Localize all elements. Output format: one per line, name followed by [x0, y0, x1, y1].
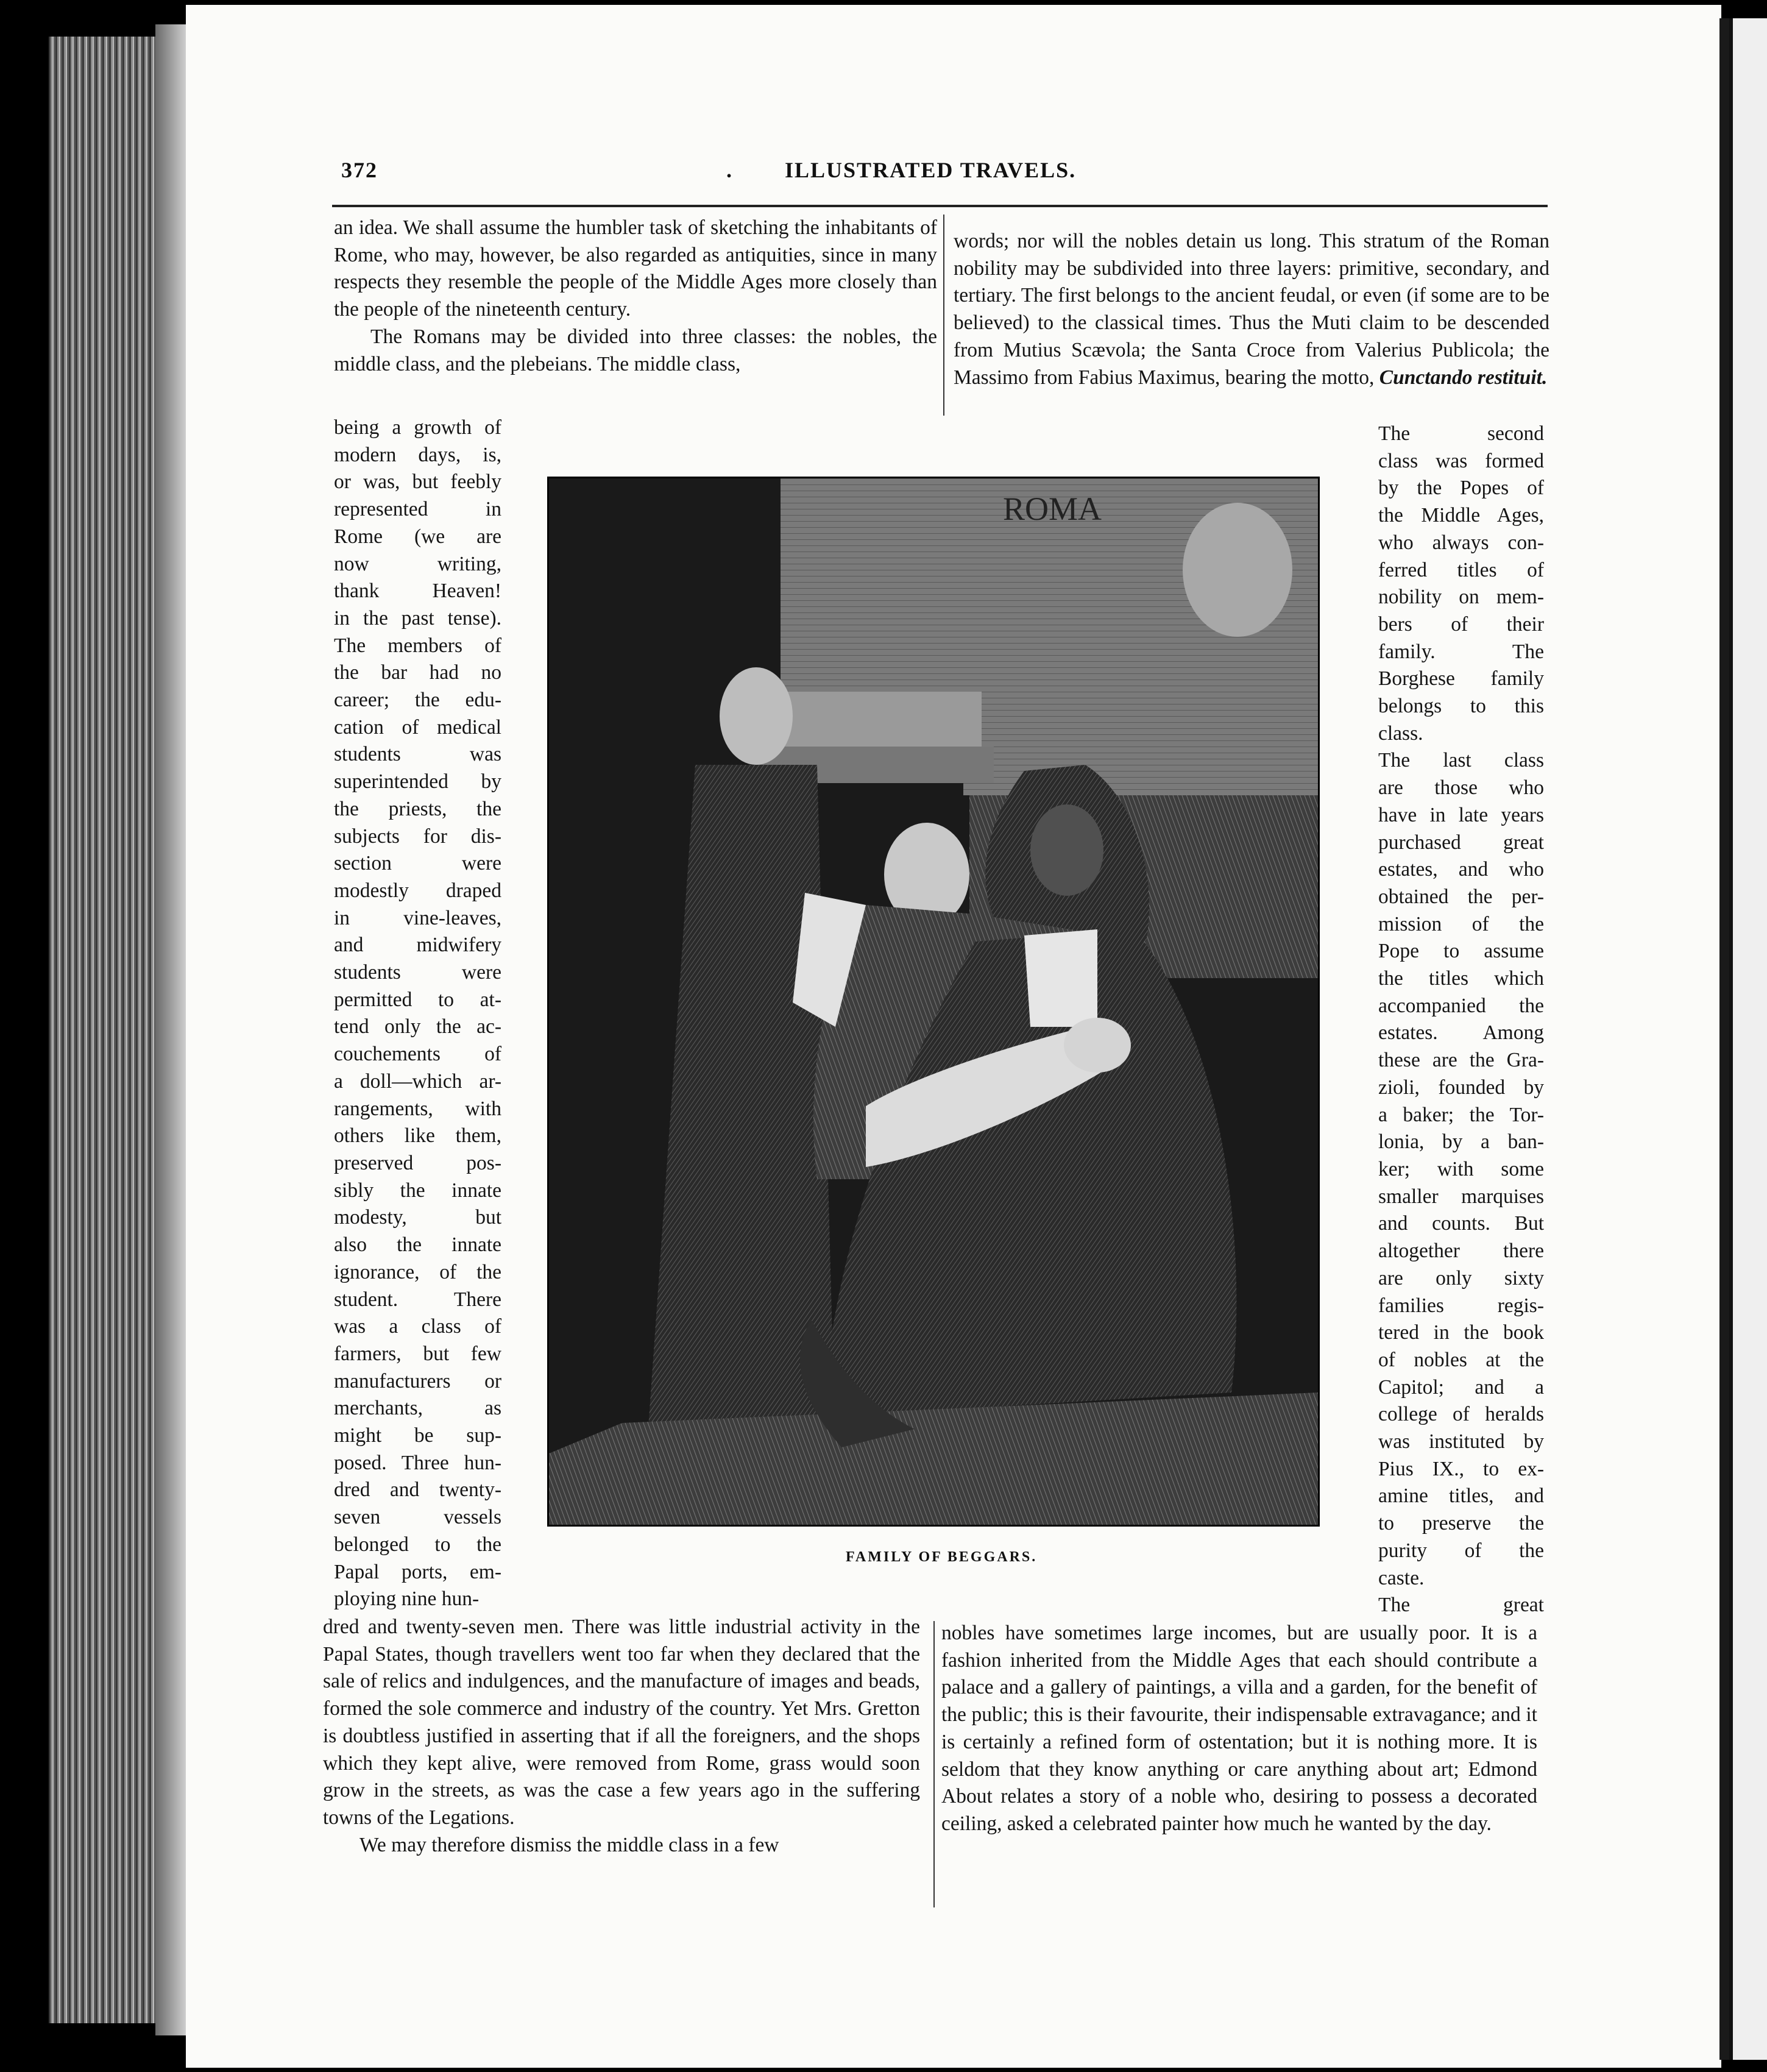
text-line: mission of the [1378, 912, 1544, 935]
right-wrap-text [1378, 420, 1544, 1619]
text-line: caste. [1378, 1566, 1425, 1589]
paragraph-text: words; nor will the nobles detain us long. This stratum of the Roman nobility may be subdivided into three layers: primitive, secondary, and tertiary. The first belongs to the ancient feudal, or even (if some are to be believed) to the classical times. Thus the Muti claim to be descended from Mutius Scævola; the Santa Croce from Valerius Publicola; the Massimo from Fabius Maximus, bearing the motto, [954, 230, 1549, 389]
paragraph [954, 228, 1549, 391]
text-line: others like them, [334, 1124, 501, 1148]
running-header-title: ILLUSTRATED TRAVELS. [785, 158, 1077, 182]
text-line: modestly draped [334, 879, 501, 902]
text-line: dred and twenty- [334, 1478, 501, 1502]
text-line: Rome (we are [334, 525, 501, 548]
text-line: nobility on mem- [1378, 586, 1544, 609]
text-line: The last class [1378, 749, 1544, 772]
text-line: posed. Three hun- [334, 1451, 501, 1474]
text-line: ker; with some [1378, 1157, 1544, 1180]
text-line: tend only the ac- [334, 1015, 501, 1038]
text-line: purchased great [1378, 831, 1544, 854]
text-line: in the past tense). [334, 606, 501, 630]
header-dot: . [726, 158, 733, 182]
text-line: college of heralds [1378, 1403, 1544, 1426]
engraving-picture [549, 478, 1318, 1525]
text-line: subjects for dis- [334, 825, 501, 848]
text-line: rangements, with [334, 1097, 501, 1120]
text-line: the Middle Ages, [1378, 504, 1544, 527]
text-line: class. [1378, 722, 1423, 745]
text-line: The members of [334, 634, 501, 657]
text-line: ferred titles of [1378, 558, 1544, 581]
text-line: sibly the innate [334, 1179, 501, 1202]
text-line: are those who [1378, 776, 1544, 800]
text-line: represented in [334, 498, 501, 521]
text-line: have in late years [1378, 803, 1544, 826]
text-line: Papal ports, em- [334, 1560, 501, 1583]
column-divider [943, 215, 944, 416]
right-column-top-text [954, 228, 1549, 391]
text-line: and midwifery [334, 934, 501, 957]
text-line: belonged to the [334, 1533, 501, 1556]
text-line: or was, but feebly [334, 470, 501, 494]
text-line: ignorance, of the [334, 1260, 501, 1283]
text-line: and counts. But [1378, 1212, 1544, 1235]
text-line: of nobles at the [1378, 1348, 1544, 1371]
paragraph: The Romans may be divided into three classes: the nobles, the middle class, and the plebeians. The middle class, [334, 325, 937, 375]
text-line: a doll—which ar- [334, 1070, 501, 1093]
text-line: class was formed [1378, 449, 1544, 472]
text-line: obtained the per- [1378, 885, 1544, 908]
text-line: students were [334, 961, 501, 984]
text-line: being a growth of [334, 416, 501, 439]
text-line: section were [334, 852, 501, 875]
text-line: manufacturers or [334, 1369, 501, 1393]
paragraph: We may therefore dismiss the middle class in a few [359, 1833, 779, 1856]
text-line: also the innate [334, 1233, 501, 1257]
engraving-family-of-beggars [547, 477, 1320, 1527]
text-line: a baker; the Tor- [1378, 1103, 1544, 1126]
wall-inscription: ROMA [1003, 491, 1102, 527]
text-line: by the Popes of [1378, 477, 1544, 500]
text-line: superintended by [334, 770, 501, 793]
left-column-top-text [334, 215, 937, 378]
text-line: the priests, the [334, 797, 501, 820]
text-line: altogether there [1378, 1240, 1544, 1263]
facing-page-edge [1729, 18, 1767, 2060]
text-line: student. There [334, 1288, 501, 1311]
text-line: The second [1378, 422, 1544, 445]
text-line: the titles which [1378, 967, 1544, 990]
text-line: these are the Gra- [1378, 1049, 1544, 1072]
text-line: students was [334, 743, 501, 766]
motto: Cunctando restituit. [1379, 366, 1548, 389]
text-line: modesty, but [334, 1206, 501, 1229]
text-line: now writing, [334, 552, 501, 575]
left-column-bottom-text [323, 1614, 920, 1859]
text-line: thank Heaven! [334, 580, 501, 603]
text-line: estates. Among [1378, 1021, 1544, 1045]
text-line: smaller marquises [1378, 1185, 1544, 1208]
text-line: amine titles, and [1378, 1485, 1544, 1508]
text-line: purity of the [1378, 1539, 1544, 1562]
text-line: who always con- [1378, 531, 1544, 554]
left-wrap-text [334, 414, 501, 1613]
paragraph: an idea. We shall assume the humbler task of sketching the inhabitants of Rome, who may, however, be also regarded as antiquities, since in many respects they resemble the people of the Middle Ages more closely than the people of the nineteenth century. [334, 216, 937, 321]
text-line: modern days, is, [334, 443, 501, 466]
text-line: to preserve the [1378, 1512, 1544, 1535]
text-line: belongs to this [1378, 695, 1544, 718]
page-number: 372 [341, 158, 378, 182]
text-line: the bar had no [334, 661, 501, 684]
header-rule [332, 205, 1548, 207]
wrap-lines [1378, 420, 1544, 1619]
text-line: couchements of [334, 1043, 501, 1066]
text-line: merchants, as [334, 1397, 501, 1420]
text-line: tered in the book [1378, 1321, 1544, 1344]
paragraph: dred and twenty-seven men. There was little industrial activity in the Papal States, though travellers went too far when they declared that the sale of relics and indulgences, and the manufacture of images and beads, formed the sole commerce and industry of the country. Yet Mrs. Gretton is doubtless justified in asserting that if all the foreigners, and the shops which they kept alive, were removed from Rome, grass would soon grow in the streets, as was the case a few years ago in the suffering towns of the Legations. [323, 1616, 920, 1829]
paragraph: nobles have sometimes large incomes, but are usually poor. It is a fashion inherited from the Middle Ages that each should contribute a palace and a gallery of paintings, a villa and a garden, for the benefit of the public; this is their favourite, their indispensable extravagance; and it is certainly a refined form of ostentation; but it is nothing more. It is seldom that they know anything or care anything about art; Edmond About relates a story of a noble who, desiring to possess a decorated ceiling, asked a celebrated painter how much he wanted by the day. [941, 1622, 1537, 1835]
column-divider [933, 1621, 935, 1907]
text-line: Pope to assume [1378, 940, 1544, 963]
book-gutter-shadow [155, 24, 189, 2035]
text-line: zioli, founded by [1378, 1076, 1544, 1099]
text-line: in vine-leaves, [334, 906, 501, 929]
text-line: accompanied the [1378, 994, 1544, 1017]
text-line: cation of medical [334, 715, 501, 739]
text-line: farmers, but few [334, 1342, 501, 1365]
right-column-bottom-text [941, 1620, 1537, 1838]
text-line: ploying nine hun- [334, 1588, 480, 1611]
wrap-lines [334, 414, 501, 1613]
text-line: family. The [1378, 640, 1544, 663]
text-line: estates, and who [1378, 858, 1544, 881]
text-line: was a class of [334, 1315, 501, 1338]
text-line: seven vessels [334, 1506, 501, 1529]
text-line: permitted to at- [334, 988, 501, 1011]
text-line: The great [1378, 1594, 1544, 1617]
text-line: Borghese family [1378, 667, 1544, 690]
text-line: families regis- [1378, 1294, 1544, 1317]
text-line: preserved pos- [334, 1151, 501, 1174]
text-line: Capitol; and a [1378, 1375, 1544, 1399]
text-line: are only sixty [1378, 1266, 1544, 1290]
text-line: bers of their [1378, 612, 1544, 636]
text-line: Pius IX., to ex- [1378, 1457, 1544, 1480]
text-line: career; the edu- [334, 689, 501, 712]
text-line: lonia, by a ban- [1378, 1130, 1544, 1154]
text-line: might be sup- [334, 1424, 501, 1447]
text-line: was instituted by [1378, 1430, 1544, 1453]
illustration-caption: FAMILY OF BEGGARS. [846, 1549, 1038, 1565]
